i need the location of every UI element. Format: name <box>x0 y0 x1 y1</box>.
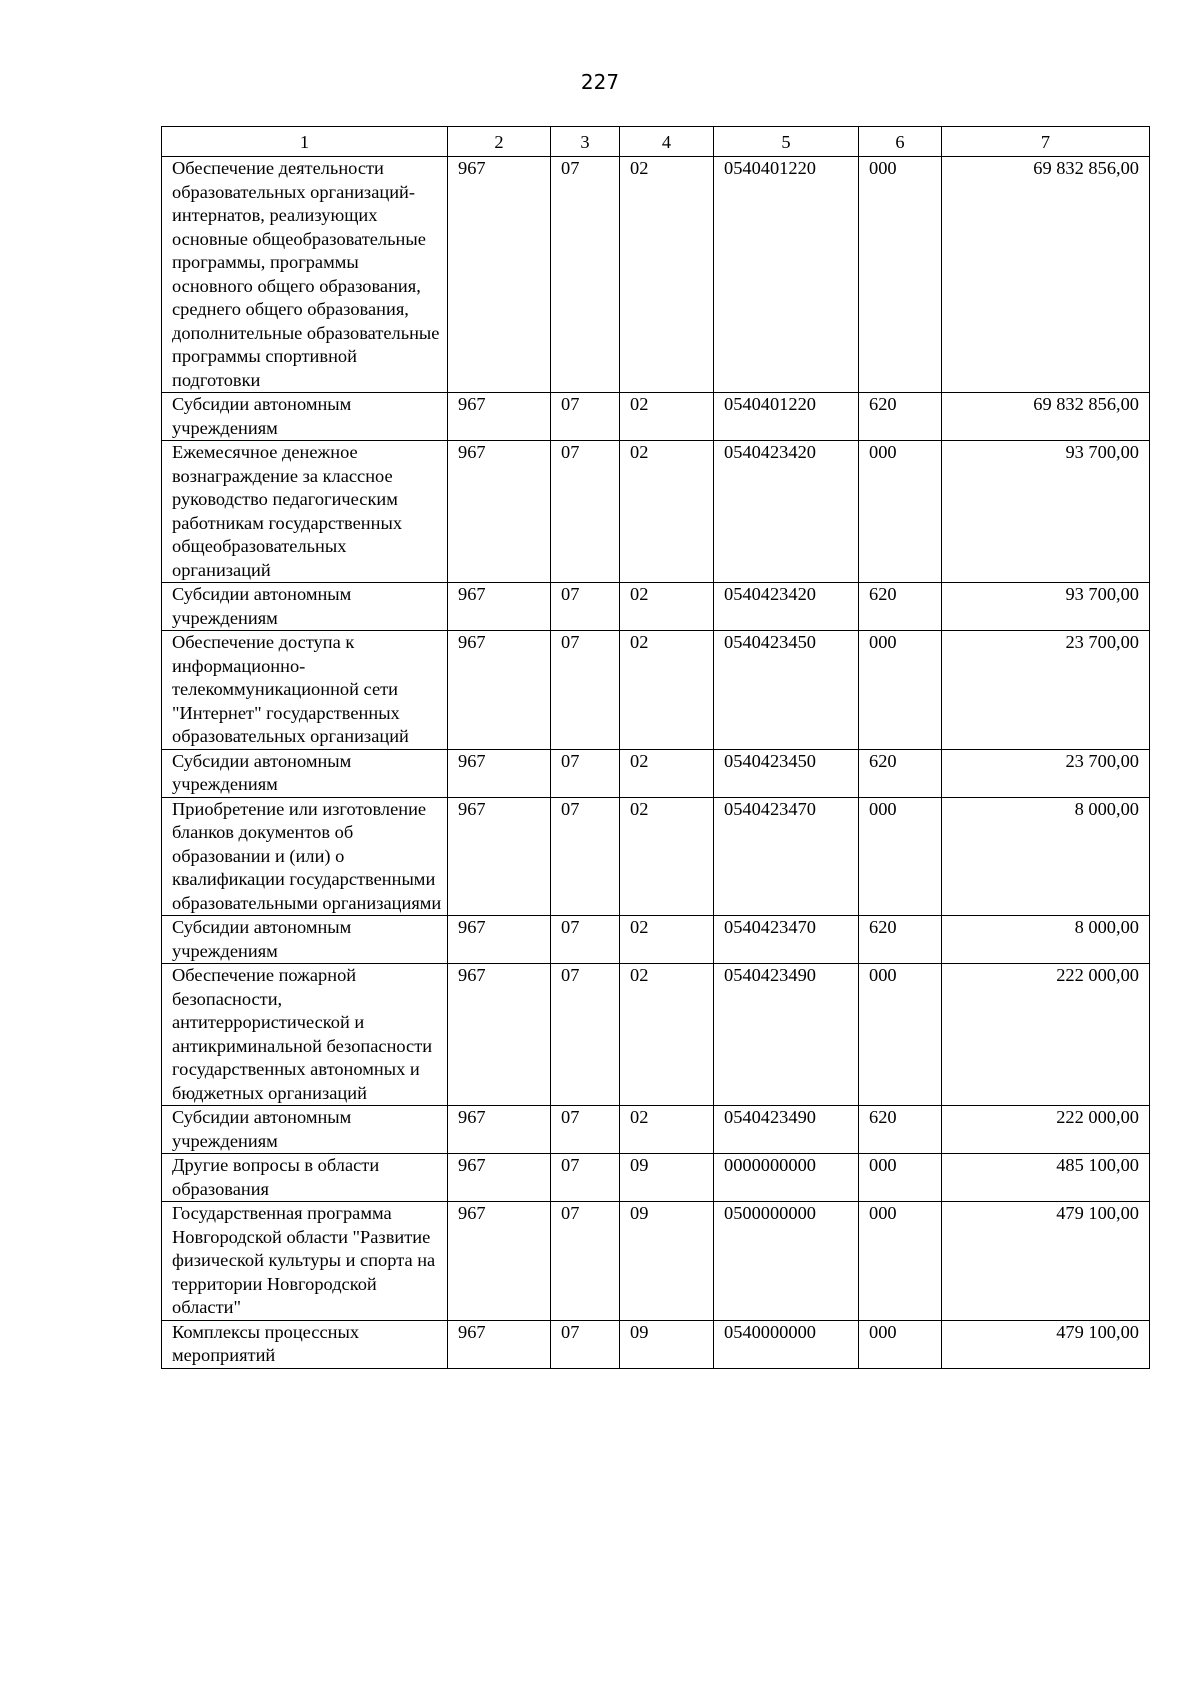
row-description-cell: Субсидии автономным учреждениям <box>162 749 448 797</box>
target-article-code-cell: 0540423470 <box>714 916 859 964</box>
expense-type-code-cell: 000 <box>859 1202 942 1321</box>
row-description-cell: Субсидии автономным учреждениям <box>162 916 448 964</box>
table-row <box>162 631 1150 750</box>
section-code-cell: 07 <box>551 631 620 750</box>
ministry-code-cell: 967 <box>448 631 551 750</box>
target-article-code-cell: 0540423490 <box>714 964 859 1106</box>
table-row <box>162 1202 1150 1321</box>
ministry-code-cell: 967 <box>448 441 551 583</box>
subsection-code-cell: 09 <box>620 1320 714 1368</box>
section-code-cell: 07 <box>551 1320 620 1368</box>
amount-cell: 93 700,00 <box>942 441 1150 583</box>
amount-cell: 69 832 856,00 <box>942 157 1150 393</box>
section-code-cell: 07 <box>551 157 620 393</box>
row-description-cell: Ежемесячное денежное вознаграждение за классное руководство педагогическим работникам государственных общеобразовательных организаций <box>162 441 448 583</box>
expense-type-code-cell: 620 <box>859 583 942 631</box>
column-header: 1 <box>162 127 448 157</box>
row-description-cell: Приобретение или изготовление бланков документов об образовании и (или) о квалификации государственными образовательными организациями <box>162 797 448 916</box>
expense-type-code-cell: 620 <box>859 1106 942 1154</box>
section-code-cell: 07 <box>551 1154 620 1202</box>
expense-type-code-cell: 000 <box>859 157 942 393</box>
ministry-code-cell: 967 <box>448 1154 551 1202</box>
table-row <box>162 393 1150 441</box>
page-number: 227 <box>580 70 620 94</box>
subsection-code-cell: 02 <box>620 583 714 631</box>
subsection-code-cell: 02 <box>620 749 714 797</box>
subsection-code-cell: 02 <box>620 964 714 1106</box>
section-code-cell: 07 <box>551 1202 620 1321</box>
section-code-cell: 07 <box>551 916 620 964</box>
column-header: 5 <box>714 127 859 157</box>
expense-type-code-cell: 620 <box>859 916 942 964</box>
column-header: 4 <box>620 127 714 157</box>
subsection-code-cell: 09 <box>620 1154 714 1202</box>
row-description-cell: Субсидии автономным учреждениям <box>162 583 448 631</box>
table-row <box>162 797 1150 916</box>
target-article-code-cell: 0540423420 <box>714 441 859 583</box>
table-row <box>162 964 1150 1106</box>
table-row <box>162 157 1150 393</box>
expense-type-code-cell: 000 <box>859 1320 942 1368</box>
ministry-code-cell: 967 <box>448 157 551 393</box>
subsection-code-cell: 02 <box>620 797 714 916</box>
row-description-cell: Субсидии автономным учреждениям <box>162 1106 448 1154</box>
target-article-code-cell: 0500000000 <box>714 1202 859 1321</box>
column-header: 3 <box>551 127 620 157</box>
budget-table <box>161 126 1150 1369</box>
expense-type-code-cell: 000 <box>859 441 942 583</box>
section-code-cell: 07 <box>551 583 620 631</box>
target-article-code-cell: 0000000000 <box>714 1154 859 1202</box>
column-header: 6 <box>859 127 942 157</box>
amount-cell: 479 100,00 <box>942 1202 1150 1321</box>
amount-cell: 222 000,00 <box>942 1106 1150 1154</box>
table-row <box>162 916 1150 964</box>
table-row <box>162 583 1150 631</box>
section-code-cell: 07 <box>551 749 620 797</box>
subsection-code-cell: 02 <box>620 1106 714 1154</box>
ministry-code-cell: 967 <box>448 393 551 441</box>
ministry-code-cell: 967 <box>448 916 551 964</box>
section-code-cell: 07 <box>551 1106 620 1154</box>
column-header: 2 <box>448 127 551 157</box>
expense-type-code-cell: 620 <box>859 749 942 797</box>
target-article-code-cell: 0540401220 <box>714 393 859 441</box>
column-header: 7 <box>942 127 1150 157</box>
ministry-code-cell: 967 <box>448 797 551 916</box>
ministry-code-cell: 967 <box>448 1320 551 1368</box>
section-code-cell: 07 <box>551 393 620 441</box>
table-row <box>162 441 1150 583</box>
target-article-code-cell: 0540423450 <box>714 749 859 797</box>
table-row <box>162 1320 1150 1368</box>
expense-type-code-cell: 000 <box>859 1154 942 1202</box>
amount-cell: 479 100,00 <box>942 1320 1150 1368</box>
amount-cell: 93 700,00 <box>942 583 1150 631</box>
row-description-cell: Субсидии автономным учреждениям <box>162 393 448 441</box>
subsection-code-cell: 02 <box>620 441 714 583</box>
row-description-cell: Обеспечение доступа к информационно-телекоммуникационной сети "Интернет" государственных образовательных организаций <box>162 631 448 750</box>
table-row <box>162 749 1150 797</box>
expense-type-code-cell: 000 <box>859 797 942 916</box>
target-article-code-cell: 0540401220 <box>714 157 859 393</box>
target-article-code-cell: 0540000000 <box>714 1320 859 1368</box>
amount-cell: 8 000,00 <box>942 797 1150 916</box>
expense-type-code-cell: 000 <box>859 631 942 750</box>
ministry-code-cell: 967 <box>448 583 551 631</box>
table-header-row <box>162 127 1150 157</box>
expense-type-code-cell: 620 <box>859 393 942 441</box>
row-description-cell: Обеспечение пожарной безопасности, антитеррористической и антикриминальной безопасности государственных автономных и бюджетных организаций <box>162 964 448 1106</box>
amount-cell: 69 832 856,00 <box>942 393 1150 441</box>
amount-cell: 485 100,00 <box>942 1154 1150 1202</box>
section-code-cell: 07 <box>551 964 620 1106</box>
subsection-code-cell: 02 <box>620 393 714 441</box>
target-article-code-cell: 0540423450 <box>714 631 859 750</box>
amount-cell: 23 700,00 <box>942 749 1150 797</box>
subsection-code-cell: 02 <box>620 916 714 964</box>
target-article-code-cell: 0540423490 <box>714 1106 859 1154</box>
row-description-cell: Обеспечение деятельности образовательных организаций-интернатов, реализующих основные общеобразовательные программы, программы основного общего образования, среднего общего образования, дополнительные образовательные программы спортивной подготовки <box>162 157 448 393</box>
subsection-code-cell: 02 <box>620 631 714 750</box>
ministry-code-cell: 967 <box>448 1106 551 1154</box>
amount-cell: 222 000,00 <box>942 964 1150 1106</box>
expense-type-code-cell: 000 <box>859 964 942 1106</box>
ministry-code-cell: 967 <box>448 749 551 797</box>
amount-cell: 8 000,00 <box>942 916 1150 964</box>
amount-cell: 23 700,00 <box>942 631 1150 750</box>
target-article-code-cell: 0540423470 <box>714 797 859 916</box>
section-code-cell: 07 <box>551 797 620 916</box>
target-article-code-cell: 0540423420 <box>714 583 859 631</box>
row-description-cell: Другие вопросы в области образования <box>162 1154 448 1202</box>
section-code-cell: 07 <box>551 441 620 583</box>
subsection-code-cell: 09 <box>620 1202 714 1321</box>
table-row <box>162 1106 1150 1154</box>
subsection-code-cell: 02 <box>620 157 714 393</box>
ministry-code-cell: 967 <box>448 964 551 1106</box>
ministry-code-cell: 967 <box>448 1202 551 1321</box>
row-description-cell: Государственная программа Новгородской области "Развитие физической культуры и спорта на территории Новгородской области" <box>162 1202 448 1321</box>
row-description-cell: Комплексы процессных мероприятий <box>162 1320 448 1368</box>
table-row <box>162 1154 1150 1202</box>
